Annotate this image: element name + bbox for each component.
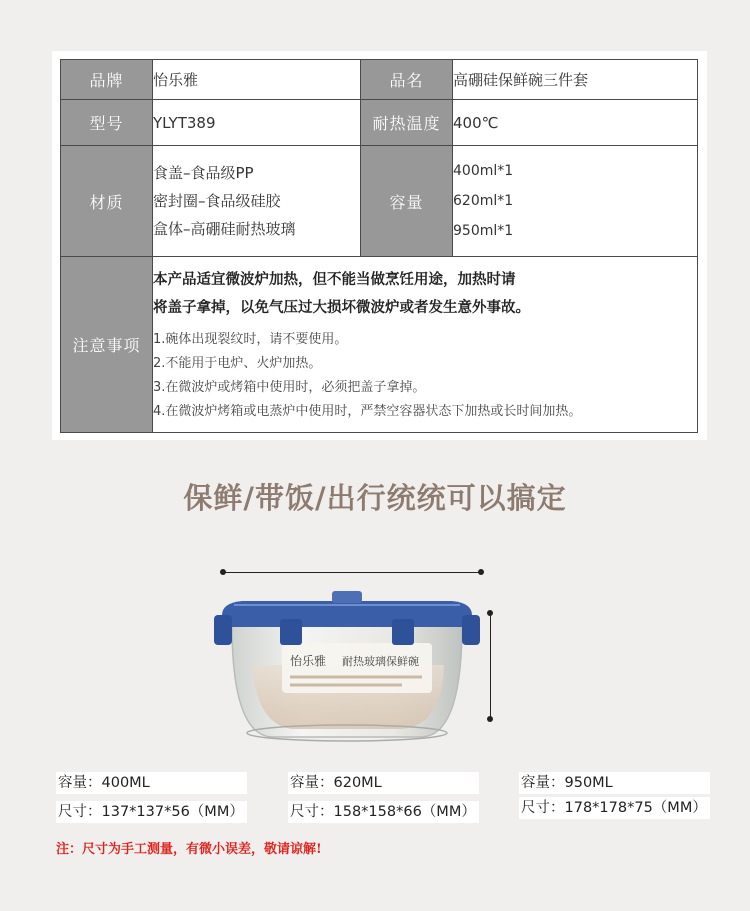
brand-value: 怡乐雅	[153, 60, 361, 100]
model-value: YLYT389	[153, 100, 361, 146]
spec-table	[60, 59, 698, 433]
material-line: 盒体–高硼硅耐热玻璃	[153, 220, 296, 238]
spec-row-brand	[61, 60, 698, 100]
spec-row-material	[61, 146, 698, 257]
model-label: 型号	[61, 100, 153, 146]
size-dimension-large: 尺寸：178*178*75（MM）	[519, 797, 710, 819]
size-capacity-medium: 容量：620ML	[288, 772, 479, 794]
capacity-label: 容量	[361, 146, 453, 257]
height-dimension-line	[490, 612, 491, 720]
size-dimension-small: 尺寸：137*137*56（MM）	[56, 801, 247, 823]
notes-item: 2.不能用于电炉、火炉加热。	[153, 355, 322, 371]
material-value	[153, 146, 361, 257]
notes-content	[153, 257, 698, 433]
material-label: 材质	[61, 146, 153, 257]
heat-label: 耐热温度	[361, 100, 453, 146]
material-line: 密封圈–食品级硅胶	[153, 192, 281, 210]
notes-warning: 将盖子拿掉，以免气压过大损坏微波炉或者发生意外事故。	[153, 299, 530, 316]
capacity-line: 950ml*1	[453, 223, 514, 239]
bowl-brand-text: 怡乐雅	[290, 654, 327, 668]
capacity-line: 400ml*1	[453, 163, 514, 179]
product-name-label: 品名	[361, 60, 453, 100]
spec-row-model	[61, 100, 698, 146]
headline: 保鲜/带饭/出行统统可以搞定	[183, 481, 567, 515]
notes-item: 4.在微波炉烤箱或电蒸炉中使用时，严禁空容器状态下加热或长时间加热。	[153, 403, 582, 419]
heat-value: 400℃	[453, 100, 698, 146]
bowl-title-text: 耐热玻璃保鲜碗	[342, 655, 419, 668]
product-name-value: 高硼硅保鲜碗三件套	[453, 60, 698, 100]
capacity-line: 620ml*1	[453, 193, 514, 209]
size-capacity-small: 容量：400ML	[56, 772, 247, 794]
glass-bowl-image	[212, 585, 482, 745]
measurement-note: 注：尺寸为手工测量，有微小误差，敬请谅解!	[56, 842, 322, 857]
notes-item: 1.碗体出现裂纹时，请不要使用。	[153, 331, 348, 347]
notes-label: 注意事项	[61, 257, 153, 433]
size-capacity-large: 容量：950ML	[519, 772, 710, 794]
material-line: 食盖–食品级PP	[153, 164, 254, 182]
spec-panel	[52, 51, 707, 440]
notes-warning: 本产品适宜微波炉加热，但不能当做烹饪用途，加热时请	[153, 271, 516, 288]
notes-item: 3.在微波炉或烤箱中使用时，必须把盖子拿掉。	[153, 379, 426, 395]
capacity-value	[453, 146, 698, 257]
width-dimension-line	[222, 572, 482, 573]
brand-label: 品牌	[61, 60, 153, 100]
size-dimension-medium: 尺寸：158*158*66（MM）	[288, 801, 479, 823]
spec-row-notes	[61, 257, 698, 433]
